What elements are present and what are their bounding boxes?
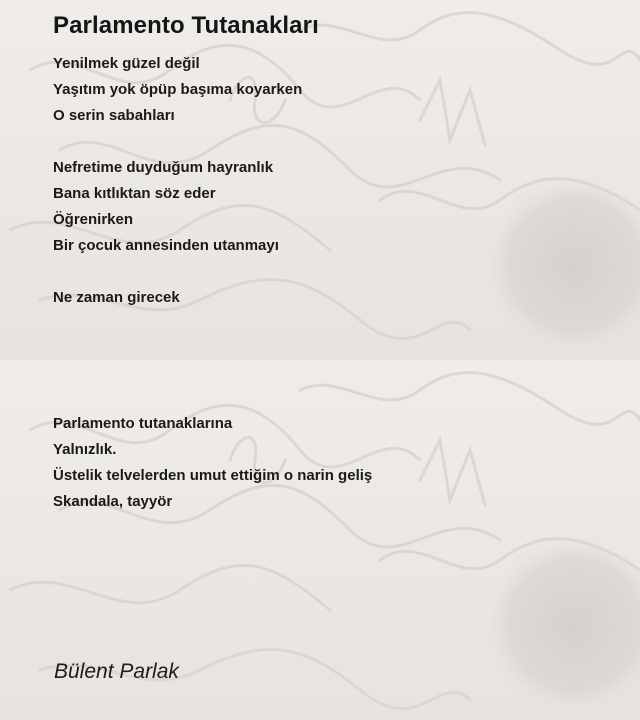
stanza bbox=[53, 285, 180, 311]
poem-line: O serin sabahları bbox=[53, 107, 175, 124]
poem-line: Yenilmek güzel değil bbox=[53, 55, 200, 72]
poem-line: Yaşıtım yok öpüp başıma koyarken bbox=[53, 81, 303, 98]
poem-line: Üstelik telvelerden umut ettiğim o narin geliş bbox=[53, 467, 373, 484]
poem-title: Parlamento Tutanakları bbox=[53, 12, 319, 39]
poem-line: Öğrenirken bbox=[53, 211, 134, 228]
poem-line: Ne zaman girecek bbox=[53, 289, 180, 306]
poem-line: Bir çocuk annesinden utanmayı bbox=[53, 237, 279, 254]
poem-line: Bana kıtlıktan söz eder bbox=[53, 185, 216, 202]
poem-line: Parlamento tutanaklarına bbox=[53, 415, 233, 432]
poem-line: Nefretime duyduğum hayranlık bbox=[53, 159, 274, 176]
stanza bbox=[53, 411, 372, 515]
poem-line: Yalnızlık. bbox=[53, 441, 117, 458]
poem-line: Skandala, tayyör bbox=[53, 493, 173, 510]
author-name: Bülent Parlak bbox=[54, 660, 179, 683]
stanza bbox=[53, 51, 302, 129]
stanza bbox=[53, 155, 279, 259]
